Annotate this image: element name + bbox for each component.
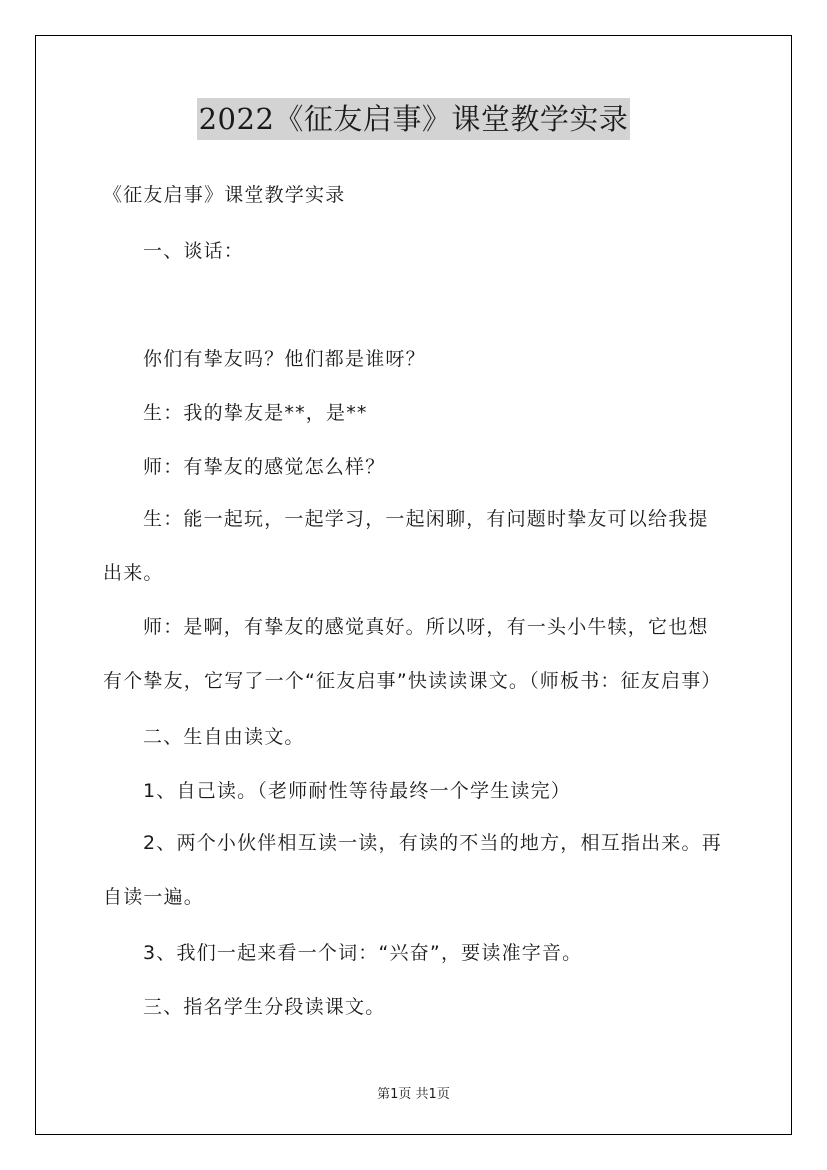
- paragraph-section-3: 三、指名学生分段读课文。: [143, 996, 386, 1018]
- paragraph-section-2: 二、生自由读文。: [143, 726, 305, 748]
- paragraph-subtitle: 《征友启事》课堂教学实录: [103, 184, 346, 206]
- paragraph-teacher-2: 师：是啊，有挚友的感觉真好。所以呀，有一头小牛犊，它也想有个挚友，它写了一个“征友启事”快读读课文。（师板书：征友启事）: [103, 616, 722, 692]
- paragraph-section-1: 一、谈话：: [143, 240, 245, 262]
- paragraph-step-1: 1、自己读。（老师耐性等待最终一个学生读完）: [143, 780, 571, 802]
- title-container: [0, 98, 827, 140]
- paragraph-student-2: 生：能一起玩，一起学习，一起闲聊，有问题时挚友可以给我提出来。: [103, 508, 709, 584]
- paragraph-question: 你们有挚友吗？他们都是谁呀？: [143, 348, 426, 370]
- paragraph-step-2: 2、两个小伙伴相互读一读，有读的不当的地方，相互指出来。再自读一遍。: [103, 832, 722, 908]
- paragraph-student-1: 生：我的挚友是**，是**: [143, 402, 368, 424]
- page-footer: 第1页 共1页: [377, 1087, 450, 1102]
- paragraph-step-3: 3、我们一起来看一个词：“兴奋”，要读准字音。: [143, 942, 583, 964]
- paragraph-teacher-1: 师：有挚友的感觉怎么样？: [143, 456, 386, 478]
- document-title: 2022《征友启事》课堂教学实录: [197, 98, 631, 140]
